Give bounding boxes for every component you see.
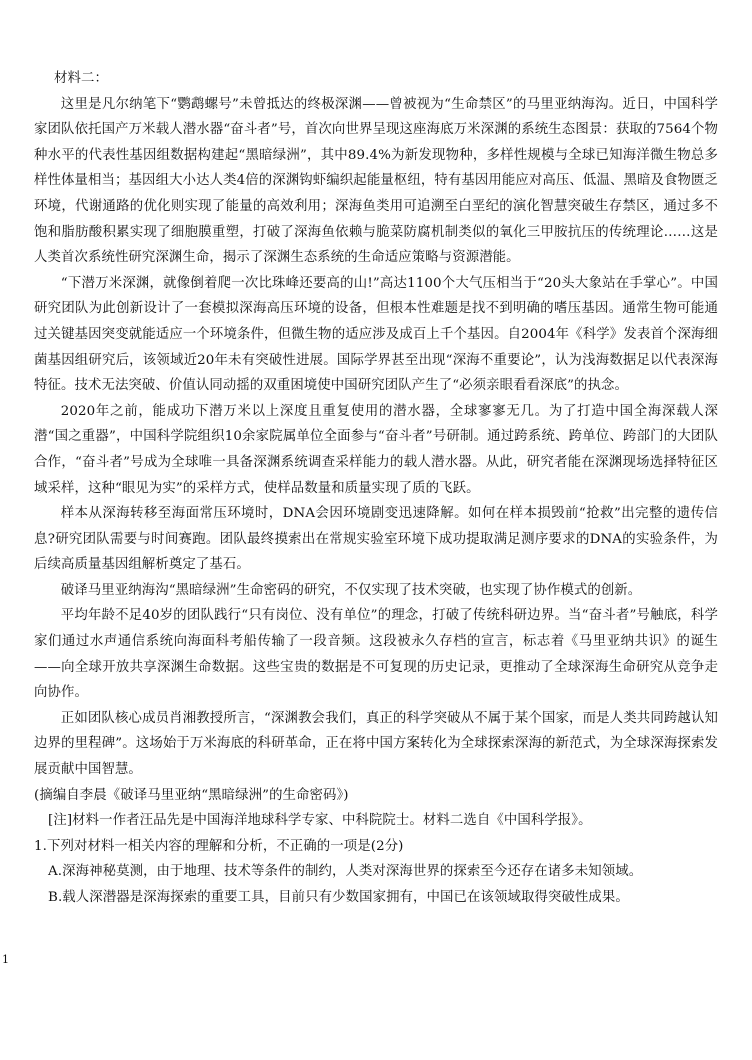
paragraph-7: 正如团队核心成员肖湘教授所言，“深渊教会我们，真正的科学突破从不属于某个国家，而是人类共同跨越认知边界的里程碑”。这场始于万米海底的科研革命，正在将中国方案转化为全球探索深海的新范式，为全球深海探索发展贡献中国智慧。: [34, 710, 718, 778]
paragraph-2: “下潜万米深渊，就像倒着爬一次比珠峰还要高的山!”高达1100个大气压相当于“20头大象站在手掌心”。中国研究团队为此创新设计了一套模拟深海高压环境的设备，但根本性难题是找不到明确的嗜压基因。通常生物可能通过关键基因突变就能适应一个环境条件，但微生物的适应涉及成百上千个基因。自2004年《科学》发表首个深海细菌基因组研究后，该领域近20年未有突破性进展。国际学界甚至出现“深海不重要论”，认为浅海数据足以代表深海特征。技术无法突破、价值认同动摇的双重困境使中国研究团队产生了“必须亲眼看看深底”的执念。: [34, 275, 718, 394]
material-heading: 材料二：: [54, 71, 108, 86]
margin-mark: 1: [2, 953, 9, 966]
paragraph-3: 2020年之前，能成功下潜万米以上深度且重复使用的潜水器，全球寥寥无几。为了打造中国全海深载人深潜“国之重器”，中国科学院组织10余家院属单位全面参与“奋斗者”号研制。通过跨系统、跨单位、跨部门的大团队合作，“奋斗者”号成为全球唯一具备深渊系统调查采样能力的载人潜水器。从此，研究者能在深渊现场选择特征区域采样，这种“眼见为实”的采样方式，使样品数量和质量实现了质的飞跃。: [34, 403, 718, 496]
paragraph-4: 样本从深海转移至海面常压环境时，DNA会因环境剧变迅速降解。如何在样本损毁前“抢救”出完整的遗传信息?研究团队需要与时间赛跑。团队最终摸索出在常规实验室环境下成功提取满足测序要求的DNA的实验条件，为后续高质量基因组解析奠定了基石。: [34, 506, 718, 573]
option-b: B.载人深潜器是深海探索的重要工具，目前只有少数国家拥有，中国已在该领域取得突破性成果。: [48, 890, 629, 905]
paragraph-1: 这里是凡尔纳笔下“鹦鹉螺号”未曾抵达的终极深渊——曾被视为“生命禁区”的马里亚纳海沟。近日，中国科学家团队依托国产万米载人潜水器“奋斗者”号，首次向世界呈现这座海底万米深渊的系统生态图景：获取的7564个物种水平的代表性基因组数据构建起“黑暗绿洲”，其中89.4%为新发现物种，多样性规模与全球已知海洋微生物总多样性体量相当；基因组大小达人类4倍的深渊钩虾编织起能量枢纽，特有基因用能应对高压、低温、黑暗及食物匮乏环境，代谢通路的优化则实现了能量的高效利用；深海鱼类用可追溯至白垩纪的演化智慧突破生存禁区，通过多不饱和脂肪酸积累实现了细胞膜重塑，打破了深海鱼依赖与脆菜防腐机制类似的氧化三甲胺抗压的传统理论……这是人类首次系统性研究深渊生命，揭示了深渊生态系统的生命适应策略与资源潜能。: [34, 96, 718, 266]
option-a: A.深海神秘莫测，由于地理、技术等条件的制约，人类对深海世界的探索至今还存在诸多未知领域。: [48, 864, 643, 880]
source-citation: (摘编自李晨《破译马里亚纳“黑暗绿洲”的生命密码》): [34, 787, 349, 803]
paragraph-6: 平均年龄不足40岁的团队践行“只有岗位、没有单位”的理念，打破了传统科研边界。当“奋斗者”号触底，科学家们通过水声通信系统向海面科考船传输了一段音频。这段被永久存档的宣言，标志着《马里亚纳共识》的诞生——向全球开放共享深渊生命数据。这些宝贵的数据是不可复现的历史记录，更推动了全球深海生命研究从竞争走向协作。: [34, 608, 718, 701]
author-note: [注]材料一作者汪品先是中国海洋地球科学专家、中科院院士。材料二选自《中国科学报》。: [48, 813, 592, 829]
paragraph-5: 破译马里亚纳海沟“黑暗绿洲”生命密码的研究，不仅实现了技术突破，也实现了协作模式的创新。: [60, 582, 642, 598]
question-1: 1.下列对材料一相关内容的理解和分析，不正确的一项是(2分): [34, 838, 404, 854]
